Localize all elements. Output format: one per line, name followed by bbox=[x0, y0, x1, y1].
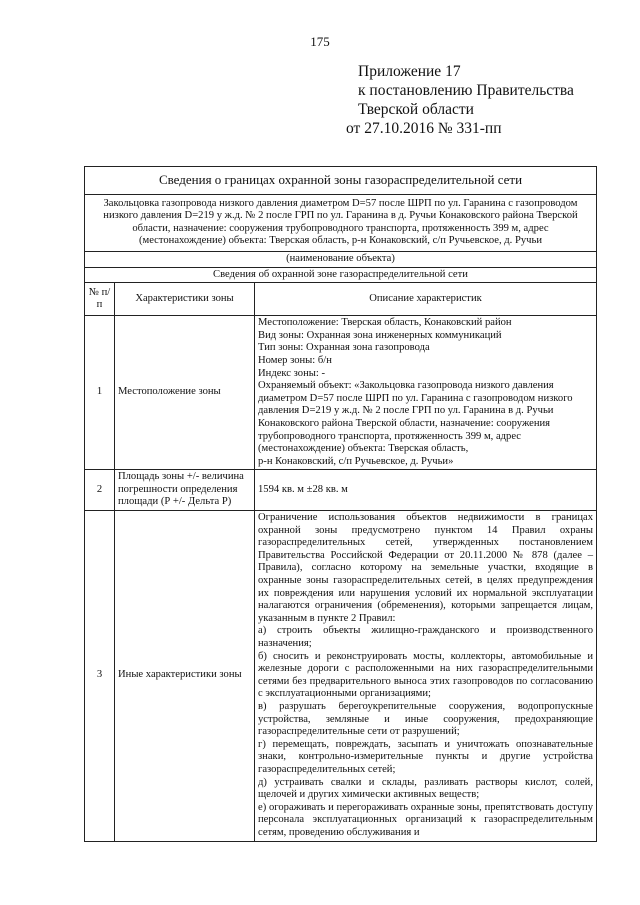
table-row bbox=[85, 470, 597, 511]
appendix-header bbox=[346, 62, 574, 138]
restriction-paragraph: а) строить объекты жилищно-гражданского и производственного назначения; bbox=[258, 625, 593, 649]
table-row bbox=[85, 511, 597, 841]
row-num: 3 bbox=[85, 511, 115, 841]
restriction-paragraph: в) разрушать берегоукрепительные сооружения, водопропускные устройства, земляные и иные сооружения, предохраняющие газораспределительные сети от разрушений; bbox=[258, 700, 593, 738]
table-title: Сведения о границах охранной зоны газораспределительной сети bbox=[85, 167, 597, 195]
desc-line: Охраняемый объект: «Закольцовка газопровода низкого давления диаметром D=57 после ШРП по ул. Гаранина с газопроводом низкого давления D=219 у ж.д. № 2 после ГРП по ул. Гаранина в д. Ручьи Конаковского района Тверской области, назначение: сооружения трубопроводного транспорта, протяженность 399 м, адрес (местонахождение) объекта: Тверская область, bbox=[258, 380, 573, 455]
object-description: Закольцовка газопровода низкого давления диаметром D=57 после ШРП по ул. Гаранина с газопроводом низкого давления D=219 у ж.д. № 2 после ГРП по ул. Гаранина в д. Ручьи Конаковского района Тверской области, назначение: сооружения трубопроводного транспорта, протяженность 399 м, адрес (местонахождение) объекта: Тверская область, р-н Конаковский, с/п Ручьевское, д. Ручьи bbox=[85, 194, 597, 251]
object-caption: (наименование объекта) bbox=[85, 251, 597, 267]
table-row bbox=[85, 316, 597, 470]
restriction-paragraph: е) огораживать и перегораживать охранные зоны, препятствовать доступу персонала эксплуатационных организаций к газораспределительным сетям, проведению обслуживания и bbox=[258, 801, 593, 838]
restriction-paragraph: г) перемещать, повреждать, засыпать и уничтожать опознавательные знаки, контрольно-измерительные пункты и другие устройства газораспределительных сетей; bbox=[258, 738, 593, 775]
row-name: Местоположение зоны bbox=[115, 316, 255, 470]
row-name: Иные характеристики зоны bbox=[115, 511, 255, 841]
page-number: 175 bbox=[310, 34, 330, 49]
row-num: 1 bbox=[85, 316, 115, 470]
desc-line: Индекс зоны: - bbox=[258, 367, 325, 379]
header-num: № п/п bbox=[85, 283, 115, 316]
restriction-paragraph: Ограничение использования объектов недвижимости в границах охранной зоны предусмотрено пунктом 14 Правил охраны газораспределительных сетей, утвержденных постановлением Правительства Российской Федерации от 20.11.2000 № 878 (далее – Правила), согласно которому на земельные участки, входящие в охранные зоны газораспределительных сетей, в целях предупреждения их повреждения или нарушения условий их нормальной эксплуатации налагаются ограничения (обременения), которыми запрещается лицам, указанным в пункте 2 Правил: bbox=[258, 512, 593, 624]
row-name: Площадь зоны +/- величина погрешности определения площади (Р +/- Дельта Р) bbox=[115, 470, 255, 511]
restriction-paragraph: д) устраивать свалки и склады, разливать растворы кислот, солей, щелочей и других химически активных веществ; bbox=[258, 776, 593, 801]
appendix-line-3: Тверской области bbox=[358, 101, 474, 118]
row-num: 2 bbox=[85, 470, 115, 511]
desc-line: Номер зоны: б/н bbox=[258, 354, 332, 366]
desc-line: Вид зоны: Охранная зона инженерных коммуникаций bbox=[258, 329, 502, 341]
zone-table bbox=[84, 166, 597, 842]
row-value: 1594 кв. м ±28 кв. м bbox=[255, 470, 597, 511]
row-description bbox=[255, 316, 597, 470]
appendix-line-2: к постановлению Правительства bbox=[358, 82, 574, 99]
header-characteristic: Характеристики зоны bbox=[115, 283, 255, 316]
desc-line: Тип зоны: Охранная зона газопровода bbox=[258, 342, 430, 354]
desc-line: Местоположение: Тверская область, Конаковский район bbox=[258, 317, 512, 329]
appendix-line-4: от 27.10.2016 № 331-пп bbox=[346, 120, 502, 137]
section-caption: Сведения об охранной зоне газораспределительной сети bbox=[85, 267, 597, 283]
desc-line: р-н Конаковский, с/п Ручьевское, д. Ручьи» bbox=[258, 455, 454, 467]
restriction-paragraph: б) сносить и реконструировать мосты, коллекторы, автомобильные и железные дороги с расположенными на них газораспределительными сетями без предварительного выноса этих газопроводов по согласованию с эксплуатационными организациями; bbox=[258, 650, 593, 700]
header-description: Описание характеристик bbox=[255, 283, 597, 316]
row-restrictions bbox=[255, 511, 597, 841]
appendix-line-1: Приложение 17 bbox=[358, 63, 461, 80]
